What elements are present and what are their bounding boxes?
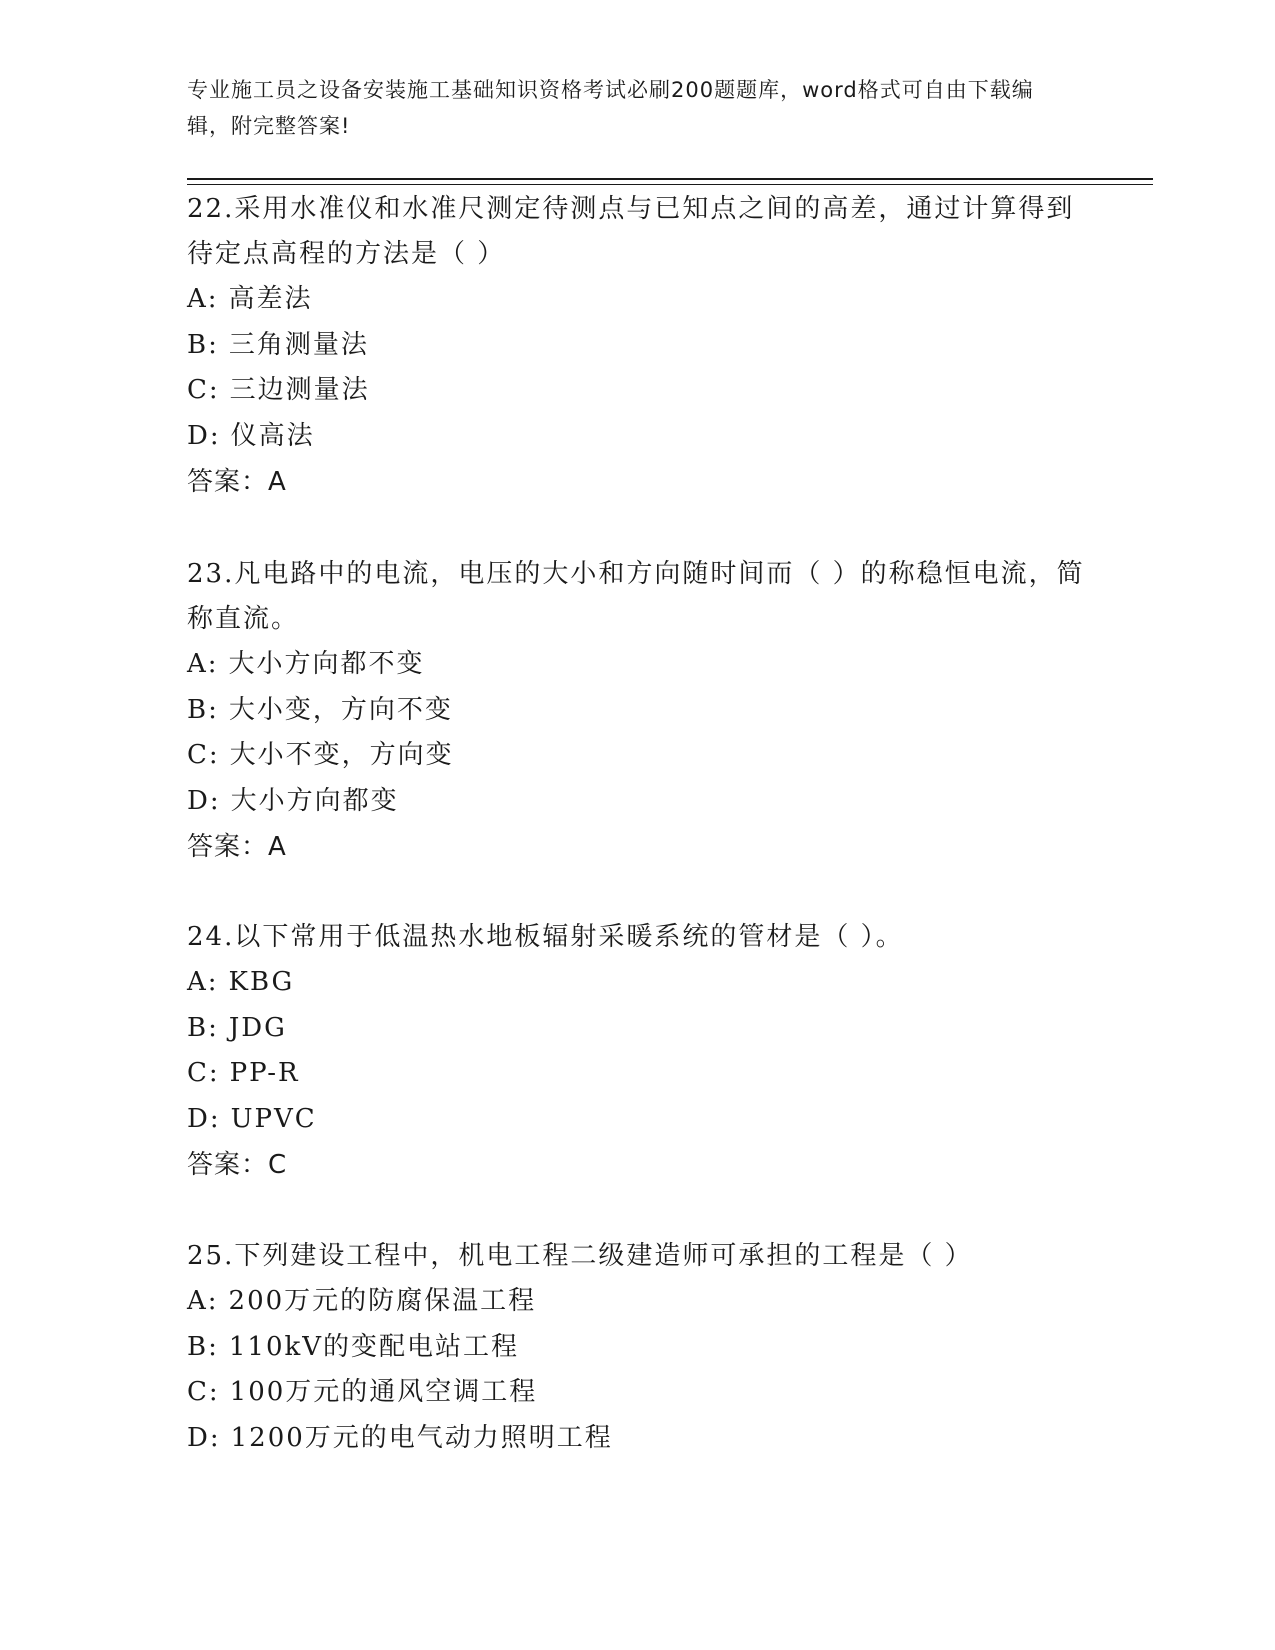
option-text: JDG <box>228 1012 287 1043</box>
option-key: B: <box>187 694 219 725</box>
option-text: PP-R <box>229 1058 300 1088</box>
option-key: B: <box>187 1012 219 1043</box>
option-d <box>187 1097 1087 1143</box>
option-key: D: <box>187 420 221 451</box>
question-stem: 25.下列建设工程中，机电工程二级建造师可承担的工程是（ ） <box>187 1241 973 1271</box>
option-text: 大小不变，方向变 <box>229 740 454 770</box>
option-text: 三角测量法 <box>228 329 369 360</box>
option-text: 1200万元的电气动力照明工程 <box>230 1422 613 1453</box>
option-key: D: <box>187 1422 221 1453</box>
option-d <box>187 779 1087 825</box>
question-stem: 24.以下常用于低温热水地板辐射采暖系统的管材是（ ）。 <box>187 922 904 952</box>
option-d <box>187 1416 1087 1462</box>
option-text: 三边测量法 <box>229 375 370 405</box>
option-c <box>187 1370 1087 1416</box>
option-a <box>187 1279 1087 1325</box>
option-c <box>187 733 1087 779</box>
option-c <box>187 368 1087 414</box>
option-b <box>187 688 1087 734</box>
answer: 答案：A <box>187 832 287 862</box>
option-b <box>187 323 1087 369</box>
header-divider <box>187 178 1153 180</box>
answer: 答案：C <box>187 1150 288 1180</box>
option-key: A: <box>187 649 219 679</box>
question-24 <box>187 915 1087 1188</box>
option-text: 仪高法 <box>230 420 315 451</box>
answer: 答案：A <box>187 467 287 497</box>
option-key: D: <box>187 1103 221 1134</box>
option-text: 110kV的变配电站工程 <box>228 1331 520 1362</box>
option-b <box>187 1006 1087 1052</box>
option-key: B: <box>187 1331 219 1362</box>
document-header: 专业施工员之设备安装施工基础知识资格考试必刷200题题库，word格式可自由下载编辑，附完整答案! <box>187 78 1034 138</box>
option-key: C: <box>187 1377 220 1407</box>
option-b <box>187 1325 1087 1371</box>
option-key: B: <box>187 329 219 360</box>
option-a <box>187 960 1087 1006</box>
option-text: 高差法 <box>228 284 313 314</box>
question-25 <box>187 1234 1087 1461</box>
option-key: C: <box>187 375 220 405</box>
question-stem: 22.采用水准仪和水准尺测定待测点与已知点之间的高差，通过计算得到待定点高程的方法是（ ） <box>187 194 1075 269</box>
question-23 <box>187 552 1087 870</box>
header-divider-thin <box>187 184 1153 185</box>
option-key: D: <box>187 785 221 816</box>
option-text: KBG <box>228 967 295 997</box>
option-text: 100万元的通风空调工程 <box>229 1377 538 1407</box>
option-d <box>187 414 1087 460</box>
option-key: A: <box>187 967 219 997</box>
option-a <box>187 642 1087 688</box>
option-a <box>187 277 1087 323</box>
option-text: UPVC <box>230 1103 317 1134</box>
option-text: 大小方向都变 <box>230 785 399 816</box>
option-c <box>187 1051 1087 1097</box>
option-key: C: <box>187 1058 220 1088</box>
option-text: 200万元的防腐保温工程 <box>228 1286 537 1316</box>
question-22 <box>187 187 1087 505</box>
option-key: C: <box>187 740 220 770</box>
option-key: A: <box>187 284 219 314</box>
option-text: 大小变，方向不变 <box>228 694 453 725</box>
option-text: 大小方向都不变 <box>228 649 425 679</box>
option-key: A: <box>187 1286 219 1316</box>
question-stem: 23.凡电路中的电流，电压的大小和方向随时间而（ ）的称稳恒电流，简称直流。 <box>187 559 1085 634</box>
